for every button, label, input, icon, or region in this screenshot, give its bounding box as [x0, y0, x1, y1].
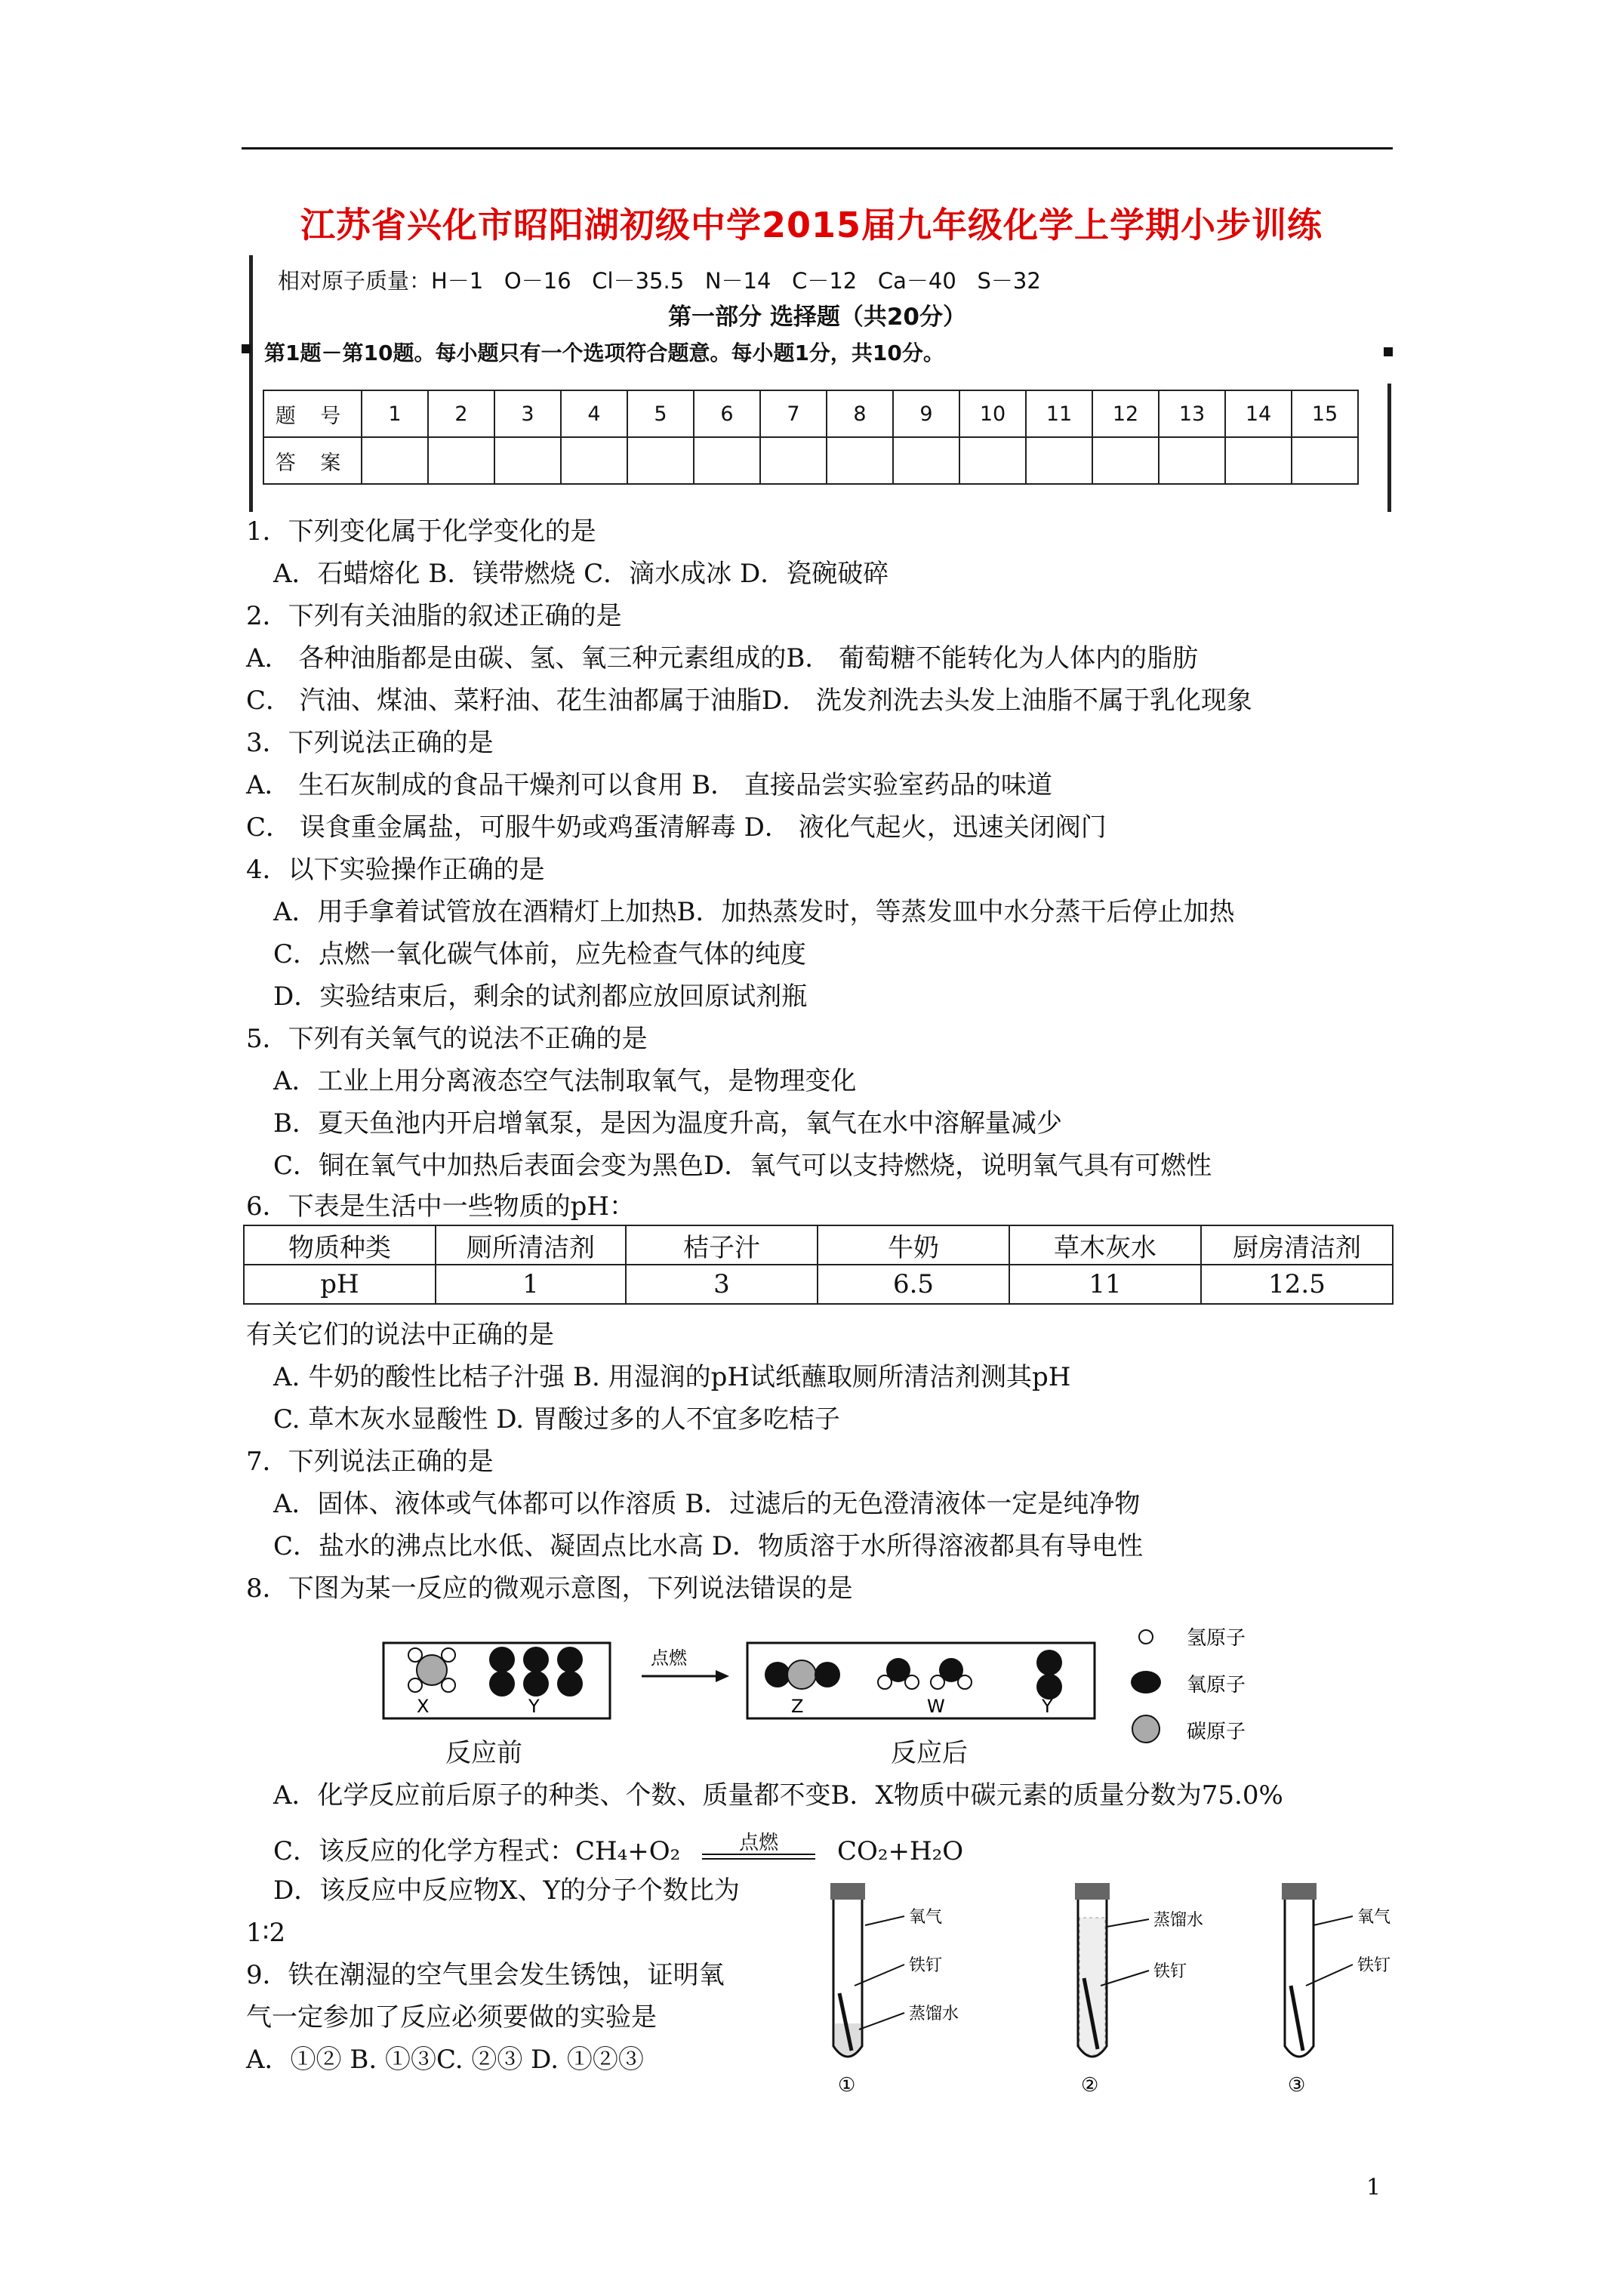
page-number: 1	[1366, 2174, 1381, 2201]
tube3-label: 铁钉	[1357, 1956, 1391, 1975]
ph-value-cell: 3	[626, 1265, 818, 1304]
hydrogen-symbol	[1139, 1630, 1153, 1644]
answer-row	[263, 437, 1358, 484]
question-5-line: A．工业上用分离液态空气法制取氧气，是物理变化	[273, 1066, 857, 1096]
equation-condition-text: 点燃	[739, 1832, 779, 1854]
instruction: 第1题－第10题。每小题只有一个选项符合题意。每小题1分，共10分。	[264, 341, 944, 365]
methane-molecule	[408, 1648, 455, 1692]
question-5-line: C．铜在氧气中加热后表面会变为黑色D．氧气可以支持燃烧，说明氧气具有可燃性	[273, 1151, 1212, 1181]
question-1-options: A．石蜡熔化 B．镁带燃烧 C．滴水成冰 D．瓷碗破碎	[273, 559, 889, 589]
question-9-line: 9．铁在潮湿的空气里会发生锈蚀，证明氧	[246, 1960, 725, 1990]
part-title: 第一部分 选择题（共20分）	[668, 304, 966, 331]
label-z: Z	[791, 1696, 804, 1717]
answer-sheet-header	[242, 255, 1393, 512]
number-cell: 7	[760, 390, 827, 437]
ph-table-values	[244, 1265, 1393, 1304]
question-3-line: A． 生石灰制成的食品干燥剂可以食用 B． 直接品尝实验室药品的味道	[246, 770, 1052, 800]
page-title: 江苏省兴化市昭阳湖初级中学2015届九年级化学上学期小步训练	[300, 205, 1323, 245]
test-tube-1	[830, 1883, 959, 2097]
question-5-line: B．夏天鱼池内开启增氧泵，是因为温度升高，氧气在水中溶解量减少	[273, 1108, 1062, 1139]
question-2-line: C． 汽油、煤油、菜籽油、花生油都属于油脂D． 洗发剂洗去头发上油脂不属于乳化现象	[246, 686, 1252, 716]
carbon-dioxide-molecule	[765, 1660, 840, 1689]
number-cell: 6	[694, 390, 760, 437]
answer-cell[interactable]	[760, 437, 827, 484]
question-1-stem: 1．下列变化属于化学变化的是	[246, 516, 596, 547]
equation-left: C．该反应的化学方程式：CH₄+O₂	[273, 1836, 681, 1866]
tube1-label: 蒸馏水	[909, 2005, 959, 2023]
question-8-line: D．该反应中反应物X、Y的分子个数比为	[273, 1875, 740, 1906]
ph-header-cell: 物质种类	[244, 1225, 436, 1265]
label-y: Y	[528, 1696, 540, 1717]
rusting-experiment-figure	[808, 1872, 1472, 2099]
ph-value-cell: 12.5	[1201, 1265, 1393, 1304]
ph-value-cell: 6.5	[818, 1265, 1009, 1304]
tube1-number: ①	[838, 2074, 856, 2097]
tube3-number: ③	[1288, 2074, 1306, 2097]
number-cell: 1	[362, 390, 428, 437]
number-cell: 5	[627, 390, 694, 437]
ph-table	[243, 1225, 1394, 1305]
label-y2: Y	[1042, 1696, 1053, 1717]
tube2-label: 铁钉	[1153, 1962, 1187, 1981]
tube1-label: 氧气	[909, 1908, 943, 1927]
question-2-line: A． 各种油脂都是由碳、氢、氧三种元素组成的B． 葡萄糖不能转化为人体内的脂肪	[246, 643, 1199, 673]
question-6-line: A. 牛奶的酸性比桔子汁强 B. 用湿润的pH试纸蘸取厕所清洁剂测其pH	[273, 1362, 1071, 1392]
right-bar	[1387, 384, 1391, 512]
marker-square	[1384, 347, 1393, 356]
tube2-label: 蒸馏水	[1153, 1911, 1204, 1930]
number-cell: 15	[1292, 390, 1358, 437]
ph-header-cell: 厕所清洁剂	[436, 1225, 626, 1265]
question-8-stem: 8．下图为某一反应的微观示意图，下列说法错误的是	[246, 1573, 853, 1604]
question-8-line: A．化学反应前后原子的种类、个数、质量都不变B．X物质中碳元素的质量分数为75.0%	[273, 1780, 1283, 1811]
caption-before: 反应前	[445, 1738, 522, 1768]
legend-oxygen: 氧原子	[1187, 1674, 1246, 1697]
label-w: W	[927, 1696, 945, 1717]
answer-cell[interactable]	[893, 437, 959, 484]
question-6-stem: 6．下表是生活中一些物质的pH：	[246, 1191, 636, 1222]
answer-cell[interactable]	[694, 437, 760, 484]
stopper	[830, 1883, 865, 1900]
left-bar	[249, 255, 253, 512]
water-molecules	[878, 1658, 972, 1689]
tube3-label: 氧气	[1357, 1908, 1391, 1927]
number-cell: 4	[561, 390, 627, 437]
answer-cell[interactable]	[1225, 437, 1292, 484]
question-8-line: 1∶2	[246, 1918, 286, 1948]
number-cell: 2	[428, 390, 494, 437]
tube2-number: ②	[1081, 2074, 1099, 2097]
marker-square	[242, 344, 251, 353]
atomic-masses: 相对原子质量：H－1 O－16 Cl－35.5 N－14 C－12 Ca－40 S－32	[278, 268, 1041, 294]
number-cell: 12	[1092, 390, 1159, 437]
legend-carbon: 碳原子	[1187, 1721, 1246, 1743]
question-5-stem: 5．下列有关氧气的说法不正确的是	[246, 1024, 648, 1054]
number-cell: 13	[1159, 390, 1225, 437]
equation-right: CO₂+H₂O	[836, 1836, 964, 1866]
question-9-line: 气一定参加了反应必须要做的实验是	[246, 2002, 657, 2032]
row-label: 答 案	[263, 437, 362, 484]
number-cell: 14	[1225, 390, 1292, 437]
ph-header-cell: 草木灰水	[1009, 1225, 1201, 1265]
reaction-arrow	[642, 1670, 729, 1682]
question-4-line: A．用手拿着试管放在酒精灯上加热B．加热蒸发时，等蒸发皿中水分蒸干后停止加热	[273, 897, 1235, 927]
arrow-condition: 点燃	[651, 1647, 687, 1669]
equation-condition	[702, 1832, 815, 1860]
top-rule	[242, 147, 1393, 149]
question-7-stem: 7．下列说法正确的是	[246, 1447, 494, 1477]
answer-cell[interactable]	[827, 437, 893, 484]
number-cell: 10	[959, 390, 1026, 437]
question-2-stem: 2．下列有关油脂的叙述正确的是	[246, 601, 622, 631]
legend-hydrogen: 氢原子	[1187, 1627, 1246, 1650]
legend	[1131, 1627, 1246, 1743]
answer-cell[interactable]	[1092, 437, 1159, 484]
oxygen-molecules	[489, 1647, 583, 1697]
question-3-stem: 3．下列说法正确的是	[246, 728, 494, 758]
answer-cell[interactable]	[627, 437, 694, 484]
label-x: X	[417, 1696, 430, 1717]
question-6-after: 有关它们的说法中正确的是	[246, 1320, 554, 1350]
test-tube-3	[1282, 1883, 1390, 2097]
answer-table	[263, 390, 1359, 485]
question-3-line: C． 误食重金属盐，可服牛奶或鸡蛋清解毒 D． 液化气起火，迅速关闭阀门	[246, 812, 1107, 843]
row-label: 题 号	[263, 390, 362, 437]
ph-value-cell: 1	[436, 1265, 626, 1304]
ph-value-cell: 11	[1009, 1265, 1201, 1304]
number-cell: 11	[1026, 390, 1092, 437]
answer-cell[interactable]	[1026, 437, 1092, 484]
question-6-line: C. 草木灰水显酸性 D. 胃酸过多的人不宜多吃桔子	[273, 1404, 840, 1435]
number-cell: 9	[893, 390, 959, 437]
tube1-label: 铁钉	[909, 1956, 943, 1975]
number-cell: 8	[827, 390, 893, 437]
question-7-line: C．盐水的沸点比水低、凝固点比水高 D．物质溶于水所得溶液都具有导电性	[273, 1531, 1144, 1561]
ph-header-cell: 桔子汁	[626, 1225, 818, 1265]
answer-cell[interactable]	[1159, 437, 1225, 484]
question-8-line-c	[273, 1832, 964, 1866]
remaining-oxygen-molecule	[1036, 1650, 1062, 1700]
question-4-line: C．点燃一氧化碳气体前，应先检查气体的纯度	[273, 939, 807, 969]
test-tube-2	[1075, 1883, 1203, 2097]
number-row	[263, 390, 1358, 437]
carbon-symbol	[1132, 1715, 1160, 1743]
ph-header-cell: 厨房清洁剂	[1201, 1225, 1393, 1265]
caption-after: 反应后	[891, 1738, 968, 1768]
answer-cell[interactable]	[1292, 437, 1358, 484]
answer-cell[interactable]	[561, 437, 627, 484]
answer-cell[interactable]	[362, 437, 428, 484]
number-cell: 3	[494, 390, 561, 437]
ph-value-cell: pH	[244, 1265, 436, 1304]
stopper	[1075, 1883, 1110, 1900]
answer-cell[interactable]	[959, 437, 1026, 484]
stopper	[1282, 1883, 1317, 1900]
iron-nail	[1291, 1986, 1303, 2051]
oxygen-symbol	[1131, 1671, 1161, 1693]
ph-table-header	[244, 1225, 1393, 1265]
answer-cell[interactable]	[428, 437, 494, 484]
question-7-line: A．固体、液体或气体都可以作溶质 B．过滤后的无色澄清液体一定是纯净物	[273, 1489, 1141, 1519]
question-4-stem: 4．以下实验操作正确的是	[246, 855, 545, 885]
ph-header-cell: 牛奶	[818, 1225, 1009, 1265]
question-4-line: D．实验结束后，剩余的试剂都应放回原试剂瓶	[273, 982, 808, 1012]
answer-cell[interactable]	[494, 437, 561, 484]
question-9-options: A．①② B. ①③C. ②③ D. ①②③	[246, 2045, 644, 2075]
